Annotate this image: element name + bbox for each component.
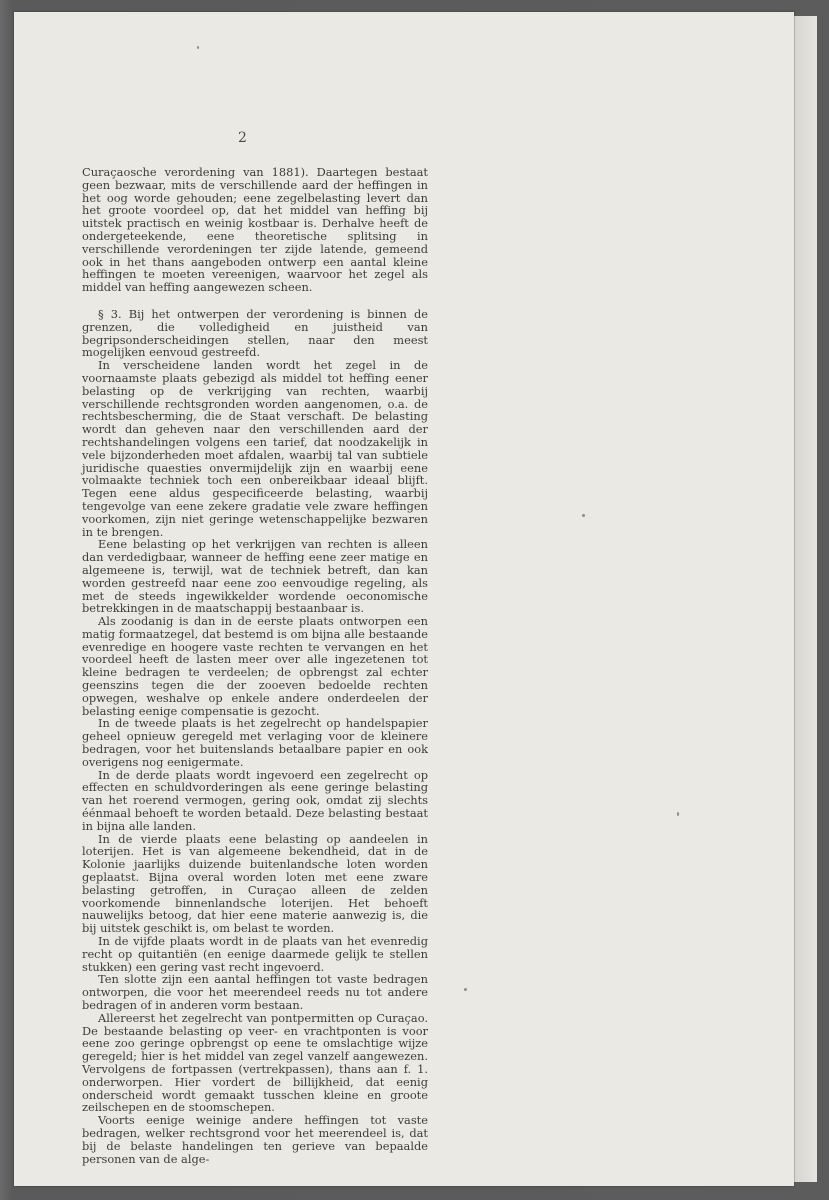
- document-page: [14, 12, 794, 1186]
- paper-speck: [677, 812, 679, 816]
- next-page-edge: [794, 16, 817, 1182]
- body-text: [82, 166, 428, 1165]
- paper-speck: [197, 46, 199, 49]
- paragraph: In de derde plaats wordt ingevoerd een zegelrecht op effecten en schuldvorderingen als eene geringe belasting van het roerend vermogen, gering ook, omdat zij slechts éénmaal behoeft te worden betaald. Deze belasting bestaat in bijna alle landen.: [82, 767, 428, 833]
- paper-speck: [582, 514, 585, 517]
- paragraph: Als zoodanig is dan in de eerste plaats ontworpen een matig formaatzegel, dat bestemd is om bijna alle bestaande evenredige en hoogere vaste rechten te vervangen en het voordeel heeft de lasten meer over alle ingezetenen tot kleine bedragen te verdeelen; de opbrengst zal echter geenszins tegen die der zooeven bedoelde rechten opwegen, weshalve op enkele andere onderdeelen der belasting eenige compensatie is gezocht.: [82, 614, 428, 718]
- paragraph: Voorts eenige weinige andere heffingen tot vaste bedragen, welker rechtsgrond voor het meerendeel is, dat bij de belaste handelingen ten gerieve van bepaalde personen van de alge-: [82, 1113, 428, 1166]
- paragraph: Curaçaosche verordening van 1881). Daartegen bestaat geen bezwaar, mits de verschillende aard der heffingen in het oog worde gehouden; eene zegelbelasting levert dan het groote voordeel op, dat het middel van heffing bij uitstek practisch en weinig kostbaar is. Derhalve heeft de ondergeteekende, eene theoretische splitsing in verschillende verordeningen ter zijde latende, gemeend ook in het thans aangeboden ontwerp een aantal kleine heffingen te moeten vereenigen, waarvoor het zegel als middel van heffing aangewezen scheen.: [82, 165, 428, 295]
- paragraph: Ten slotte zijn een aantal heffingen tot vaste bedragen ontworpen, die voor het meerendeel reeds nu tot andere bedragen of in anderen vorm bestaan.: [82, 972, 428, 1012]
- page-number: 2: [238, 130, 247, 146]
- paper-speck: [464, 988, 467, 991]
- paragraph: In de vierde plaats eene belasting op aandeelen in loterijen. Het is van algemeene bekendheid, dat in de Kolonie jaarlijks duizende buitenlandsche loten worden geplaatst. Bijna overal worden loten met eene zware belasting getroffen, in Curaçao alleen de zelden voorkomende binnenlandsche loterijen. Het behoeft nauwelijks betoog, dat hier eene materie aanwezig is, die bij uitstek geschikt is, om belast te worden.: [82, 831, 428, 936]
- paragraph: Allereerst het zegelrecht van pontpermitten op Curaçao. De bestaande belasting op veer- en vrachtponten is voor eene zoo geringe opbrengst op eene te omslachtige wijze geregeld; hier is het middel van zegel vanzelf aangewezen. Vervolgens de fortpassen (vertrekpassen), thans aan f. 1. onderworpen. Hier vordert de billijkheid, dat eenig onderscheid wordt gemaakt tusschen kleine en groote zeilschepen en de stoomschepen.: [82, 1010, 428, 1115]
- paragraph: In de tweede plaats is het zegelrecht op handelspapier geheel opnieuw geregeld met verlaging voor de kleinere bedragen, voor het buitenslands betaalbare papier en ook overigens nog eenigermate.: [82, 716, 428, 769]
- paragraph: In de vijfde plaats wordt in de plaats van het evenredig recht op quitantiën (en eenige daarmede gelijk te stellen stukken) een gering vast recht ingevoerd.: [82, 934, 428, 974]
- paragraph: In verscheidene landen wordt het zegel in de voornaamste plaats gebezigd als middel tot heffing eener belasting op de verkrijging van rechten, waarbij verschillende rechtsgronden worden aangenomen, o.a. de rechtsbescherming, die de Staat verschaft. De belasting wordt dan geheven naar den verschillenden aard der rechtshandelingen volgens een tarief, dat noodzakelijk in vele bijzonderheden moet afdalen, waarbij tal van subtiele juridische quaesties onvermijdelijk zijn en waarbij eene volmaakte techniek toch een onbereikbaar ideaal blijft. Tegen eene aldus gespecificeerde belasting, waarbij tengevolge van eene zekere gradatie vele zware heffingen voorkomen, zijn niet geringe wetenschappelijke bezwaren in te brengen.: [82, 358, 428, 539]
- paragraph: § 3. Bij het ontwerpen der verordening is binnen de grenzen, die volledigheid en juistheid van begripsonderscheidingen stellen, naar den meest mogelijken eenvoud gestreefd.: [82, 306, 428, 360]
- paragraph: Eene belasting op het verkrijgen van rechten is alleen dan verdedigbaar, wanneer de heffing eene zeer matige en algemeene is, terwijl, wat de techniek betreft, dan kan worden gestreefd naar eene zoo eenvoudige regeling, als met de steeds ingewikkelder wordende oeconomische betrekkingen in de maatschappij bestaanbaar is.: [82, 537, 428, 616]
